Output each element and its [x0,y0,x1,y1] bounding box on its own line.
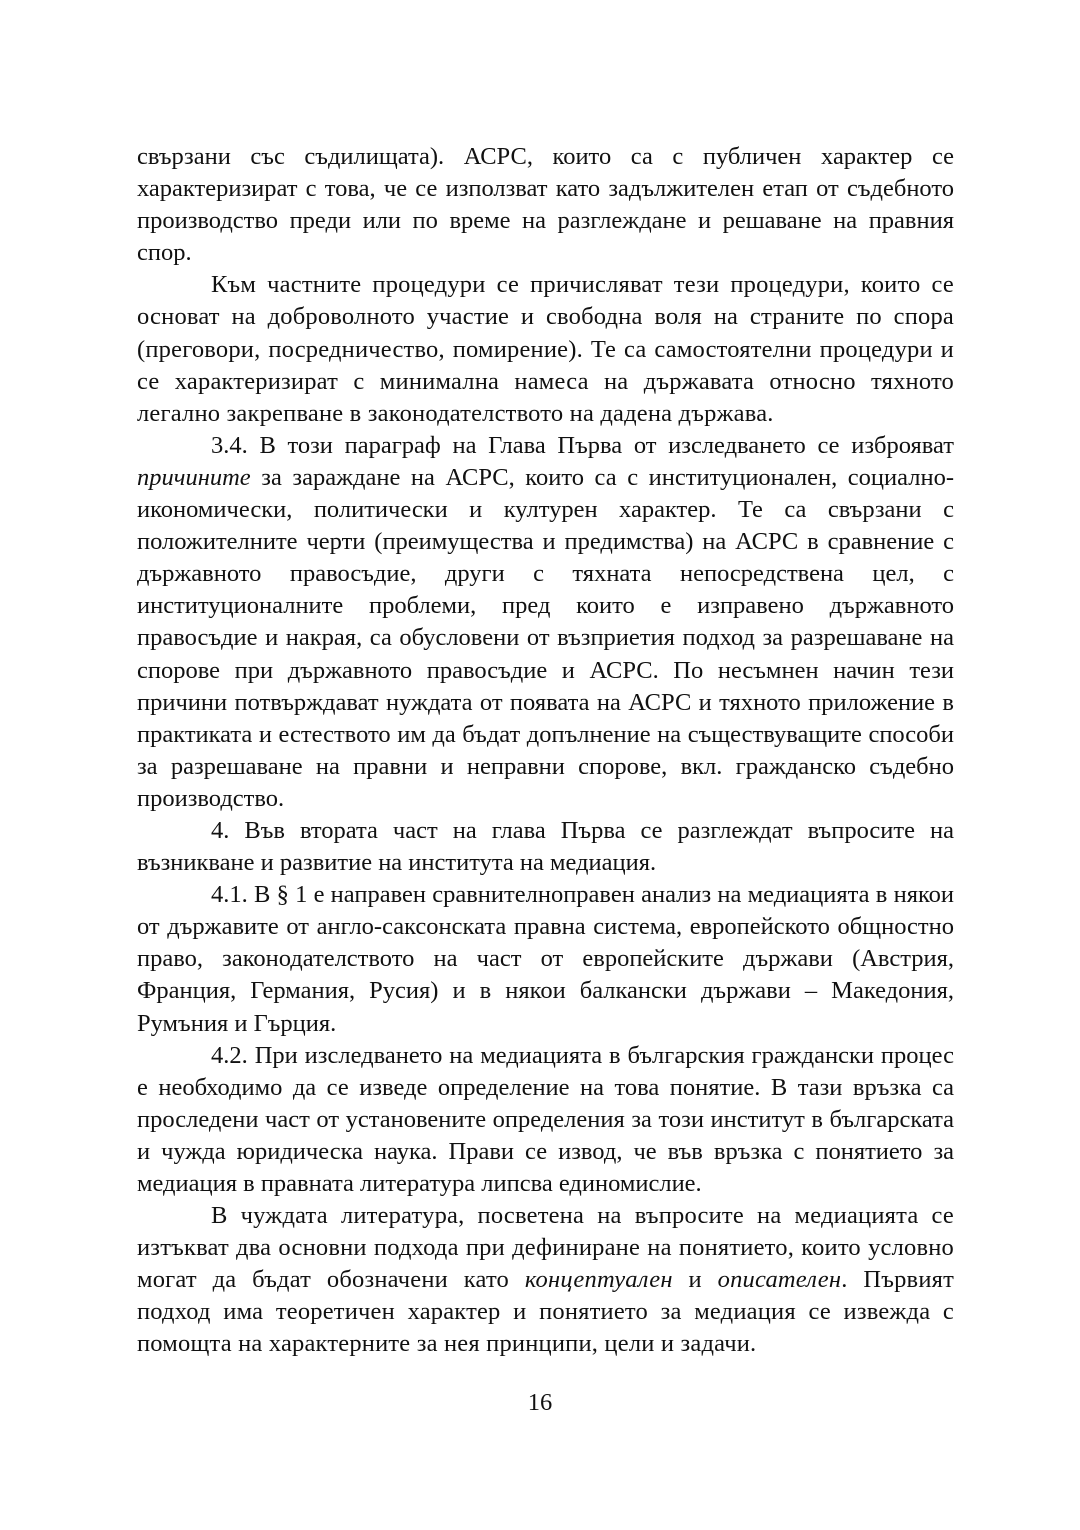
paragraph-7 [137,1200,954,1360]
paragraph-text: 3.4. В този параграф на Глава Първа от изследването се изброяват [211,431,954,459]
paragraph-3 [137,430,954,815]
paragraph-text: В чуждата литература, посветена на въпросите на медиацията се изтъкват два основни подхода при дефиниране на понятието, които условно могат да бъдат обозначени като [137,1202,954,1294]
paragraph-text: Към частните процедури се причисляват тези процедури, които се основат на доброволното участие и свободна воля на страните по спора (преговори, посредничество, помирение). Те са самостоятелни процедури и се характеризират с минимална намеса на държавата относно тяхното легално закрепване в законодателството на дадена държава. [137,271,954,427]
italic-term: описателен [717,1266,842,1294]
paragraph-text: свързани със съдилищата). АСРС, които са с публичен характер се характеризират с това, че се използват като задължителен етап от съдебното производство преди или по време на разглеждане и решаване на правния спор. [137,143,954,267]
paragraph-6 [137,1040,954,1200]
paragraph-text: 4. Във втората част на глава Първа се разглеждат въпросите на възникване и развитие на института на медиация. [137,816,954,877]
paragraph-text: 4.2. При изследването на медиацията в българския граждански процес е необходимо да се изведе определение на това понятие. В тази връзка са проследени част от установените определения за този институт в българската и чужда юридическа наука. Прави се извод, че във връзка с понятието за медиация в правната литература липсва единомислие. [137,1041,954,1197]
paragraph-5 [137,879,954,1039]
paragraph-1 [137,141,954,269]
paragraph-text: 4.1. В § 1 е направен сравнителноправен анализ на медиацията в някои от държавите от англо-саксонската правна система, европейското общностно право, законодателството на част от европейските държави (Австрия, Франция, Германия, Русия) и в някои балкански държави – Македония, Румъния и Гърция. [137,881,954,1037]
paragraph-text: . Първият подход има теоретичен характер и понятието за медиация се извежда с помощта на характерните за нея принципи, цели и задачи. [137,1266,955,1358]
page-number: 16 [527,1389,553,1416]
paragraph-4 [137,815,954,879]
paragraph-text: за зараждане на АСРС, които са с институционален, социално-икономически, политически и културен характер. Те са свързани с положителните черти (преимущества и предимства) на АСРС в сравнение с държавното правосъдие, други с тяхната непосредствена цел, с институционалните проблеми, пред които е изправено държавното правосъдие и накрая, са обусловени от възприетия подход за разрешаване на спорове при държавното правосъдие и АСРС. По несъмнен начин тези причини потвърждават нуждата от появата на АСРС и тяхното приложение в практиката и естеството им да бъдат допълнение на съществуващите способи за разрешаване на правни и неправни спорове, вкл. гражданско съдебно производство. [137,463,954,812]
body-text [137,141,954,1361]
italic-term: причините [137,463,251,491]
paragraph-2 [137,269,954,429]
italic-term: концептуален [524,1266,673,1294]
paragraph-text: и [672,1266,718,1294]
